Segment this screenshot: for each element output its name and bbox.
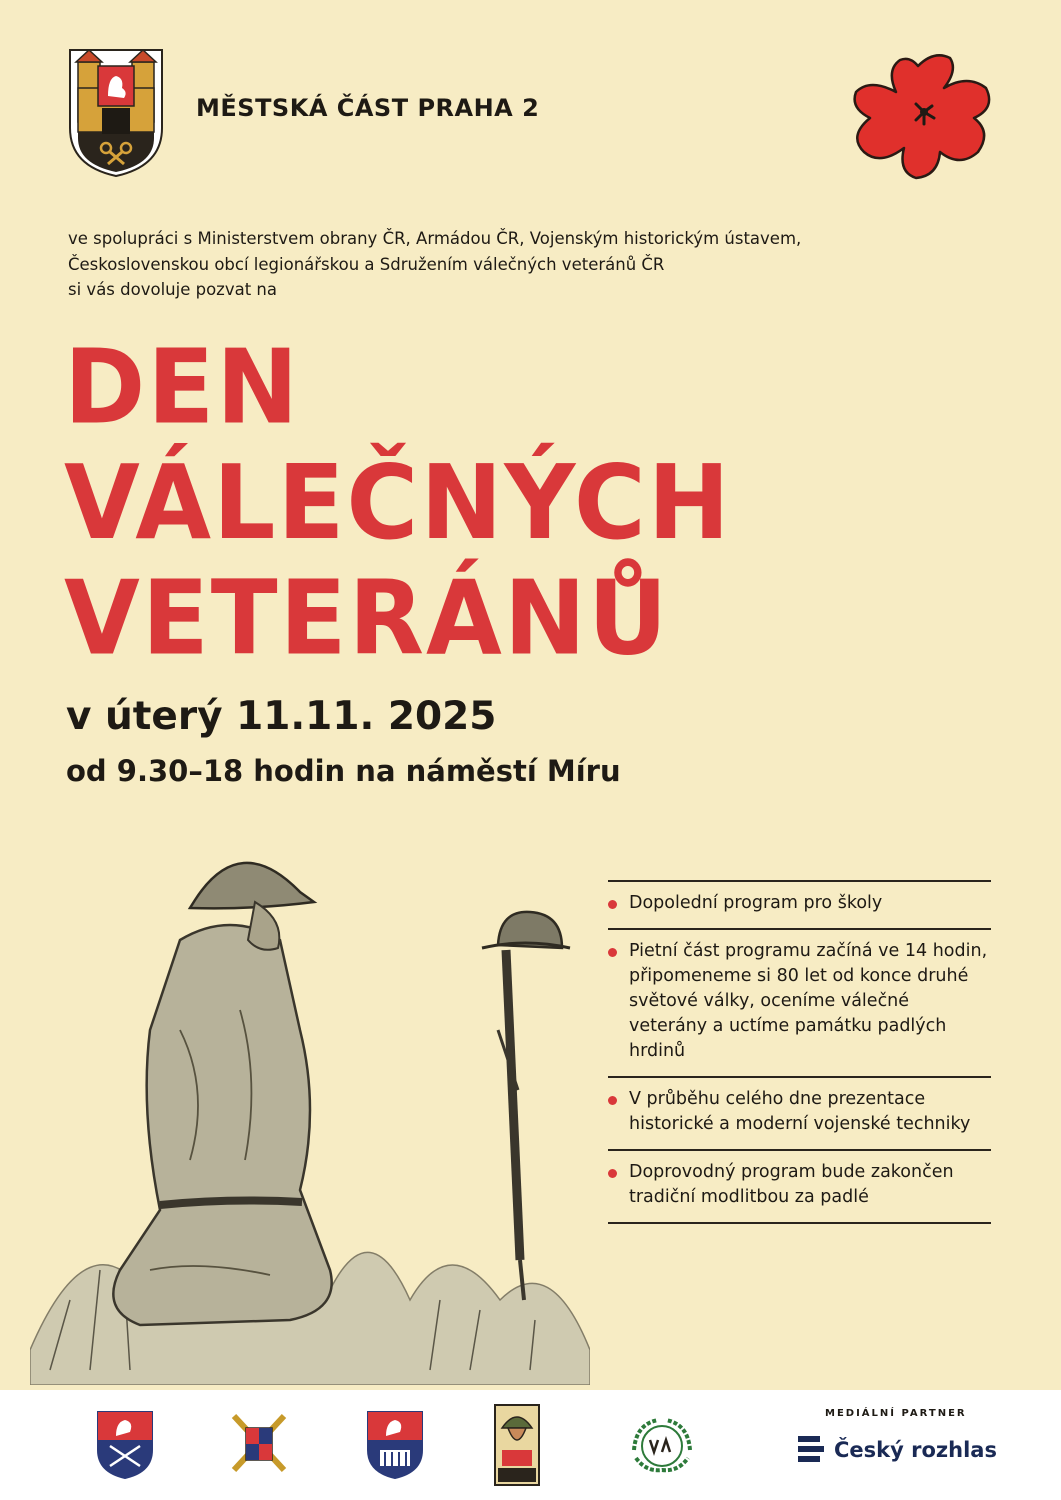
program-item-text: Pietní část programu začíná ve 14 hodin, připomeneme si 80 let od konce druhé světové války, oceníme válečné veterány a uctíme památku padlých hrdinů	[629, 941, 988, 1061]
intro-text	[68, 226, 801, 303]
cesky-rozhlas-logo	[796, 1432, 997, 1472]
intro-line-3: si vás dovoluje pozvat na	[68, 280, 277, 299]
bullet-dot-icon	[608, 948, 617, 957]
red-poppy-icon	[846, 48, 996, 180]
kneeling-soldier-illustration	[30, 830, 590, 1385]
program-item	[608, 1078, 991, 1151]
event-time-place: od 9.30–18 hodin na náměstí Míru	[66, 754, 621, 788]
program-item-text: Dopolední program pro školy	[629, 893, 883, 913]
bullet-dot-icon	[608, 900, 617, 909]
military-history-institute-emblem-icon	[366, 1410, 424, 1480]
program-item	[608, 930, 991, 1078]
cesky-rozhlas-name: Český rozhlas	[834, 1438, 997, 1462]
program-item	[608, 1151, 991, 1224]
event-title-line-1: DEN	[64, 327, 301, 448]
prague-2-coat-of-arms-icon	[68, 48, 164, 178]
event-title-line-2: VÁLEČNÝCH	[64, 443, 732, 564]
program-item-text: Doprovodný program bude zakončen tradiční modlitbou za padlé	[629, 1162, 954, 1207]
legionnaire-community-emblem-icon	[494, 1404, 540, 1486]
war-veterans-association-emblem-icon	[622, 1410, 702, 1476]
intro-line-2: Československou obcí legionářskou a Sdružením válečných veteránů ČR	[68, 254, 665, 274]
event-date: v úterý 11.11. 2025	[66, 694, 497, 739]
event-title	[64, 327, 732, 679]
czech-army-emblem-icon	[228, 1410, 290, 1476]
program-list	[608, 880, 991, 1224]
cesky-rozhlas-icon	[796, 1432, 826, 1468]
intro-line-1: ve spolupráci s Ministerstvem obrany ČR, Armádou ČR, Vojenským historickým ústavem,	[68, 229, 802, 248]
event-title-line-3: VETERÁNŮ	[64, 558, 670, 679]
program-item	[608, 882, 991, 930]
media-partner-label: MEDIÁLNÍ PARTNER	[825, 1408, 967, 1419]
ministry-of-defence-emblem-icon	[96, 1410, 154, 1480]
bullet-dot-icon	[608, 1096, 617, 1105]
bullet-dot-icon	[608, 1169, 617, 1178]
org-title: MĚSTSKÁ ČÁST PRAHA 2	[196, 94, 540, 122]
program-item-text: V průběhu celého dne prezentace historické a moderní vojenské techniky	[629, 1089, 971, 1134]
